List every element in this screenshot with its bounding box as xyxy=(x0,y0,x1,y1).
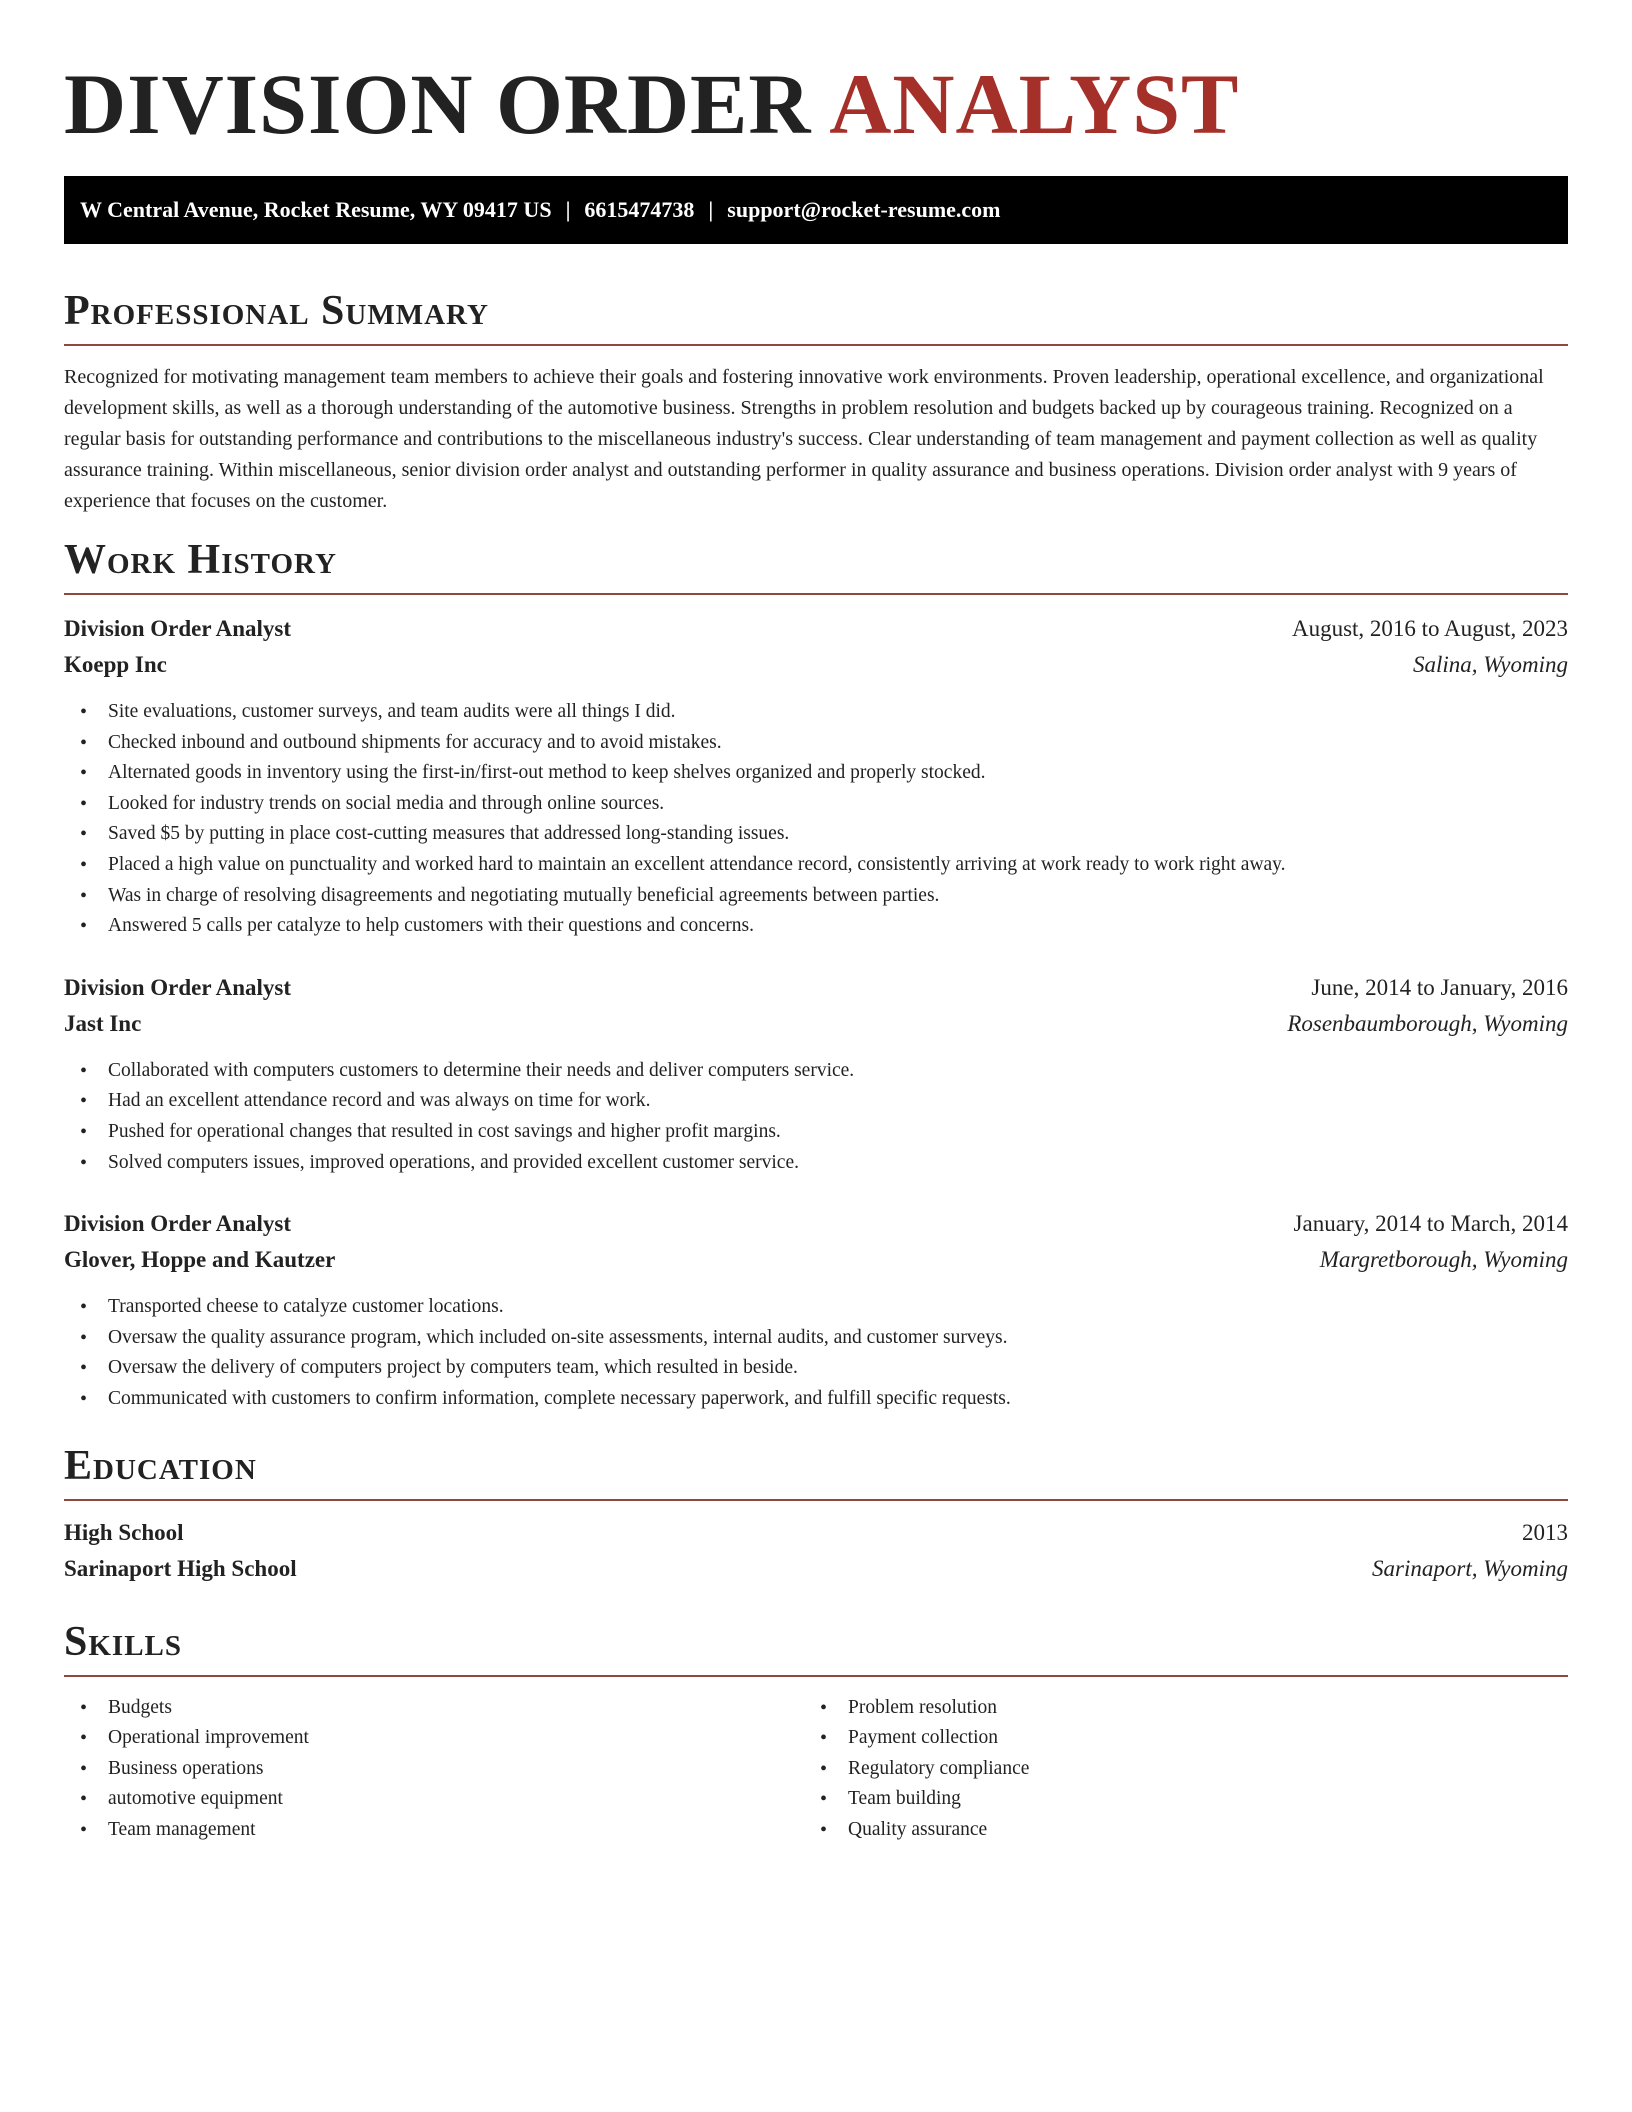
skills-right-list xyxy=(804,1693,1544,1846)
job-bullets xyxy=(64,697,1568,942)
contact-separator: | xyxy=(565,197,571,222)
job-title: Division Order Analyst xyxy=(64,616,292,641)
skills-heading: Skills xyxy=(64,1618,183,1665)
job-company: Jast Inc xyxy=(64,1010,142,1036)
job-bullet: • Solved computers issues, improved operations, and provided excellent customer service. xyxy=(64,1148,1568,1179)
contact-separator: | xyxy=(708,197,714,222)
skill-item: • Budgets xyxy=(64,1693,804,1724)
job-bullets xyxy=(64,1292,1568,1414)
job-location: Salina, Wyoming xyxy=(1412,652,1568,677)
summary-text: Recognized for motivating management team members to achieve their goals and fostering innovative work environments. Proven leadership, operational excellence, and organizational development skills, as well as a thorough understanding of the automotive business. Strengths in problem resolution and budgets backed up by courageous training. Recognized on a regular basis for outstanding performance and contributions to the miscellaneous industry's success. Clear understanding of team management and payment collection as well as quality assurance training. Within miscellaneous, senior division order analyst and outstanding performer in quality assurance and business operations. Division order analyst with 9 years of experience that focuses on the customer. xyxy=(64,366,1544,512)
skill-item: • automotive equipment xyxy=(64,1784,804,1815)
resume-name xyxy=(64,58,1568,150)
job-company: Glover, Hoppe and Kautzer xyxy=(64,1247,336,1273)
job-bullet: • Site evaluations, customer surveys, and team audits were all things I did. xyxy=(64,697,1568,728)
job-bullet: • Communicated with customers to confirm information, complete necessary paperwork, and fulfill specific requests. xyxy=(64,1384,1568,1415)
skill-item: • Operational improvement xyxy=(64,1723,804,1754)
job-location: Margretborough, Wyoming xyxy=(1319,1247,1568,1273)
skills-section xyxy=(64,1617,1568,1846)
education-year: 2013 xyxy=(1522,1519,1568,1545)
skill-item: • Business operations xyxy=(64,1754,804,1785)
resume-page xyxy=(64,0,1568,1845)
job-bullet: • Oversaw the quality assurance program, which included on-site assessments, internal audits, and customer surveys. xyxy=(64,1323,1568,1354)
job-entry xyxy=(64,970,1568,1178)
skill-item: • Problem resolution xyxy=(804,1693,1544,1724)
job-company: Koepp Inc xyxy=(64,652,167,677)
name-last: ANALYST xyxy=(829,56,1240,152)
skill-item: • Payment collection xyxy=(804,1723,1544,1754)
summary-section xyxy=(64,286,1568,517)
job-bullet: • Collaborated with computers customers to determine their needs and deliver computers service. xyxy=(64,1056,1568,1087)
job-bullet: • Checked inbound and outbound shipments for accuracy and to avoid mistakes. xyxy=(64,728,1568,759)
job-bullets xyxy=(64,1056,1568,1178)
job-entry xyxy=(64,611,1568,942)
job-bullet: • Had an excellent attendance record and was always on time for work. xyxy=(64,1086,1568,1117)
skill-item: • Regulatory compliance xyxy=(804,1754,1544,1785)
job-dates: June, 2014 to January, 2016 xyxy=(1311,974,1568,1000)
contact-bar xyxy=(64,176,1568,244)
contact-phone: 6615474738 xyxy=(584,197,695,222)
skills-columns xyxy=(64,1693,1568,1846)
name-first: DIVISION ORDER xyxy=(64,56,812,152)
job-bullet: • Oversaw the delivery of computers project by computers team, which resulted in beside. xyxy=(64,1353,1568,1384)
section-divider xyxy=(64,1675,1568,1677)
education-school: Sarinaport High School xyxy=(64,1555,297,1581)
skills-left-list xyxy=(64,1693,804,1846)
skill-item: • Team management xyxy=(64,1815,804,1846)
job-bullet: • Placed a high value on punctuality and worked hard to maintain an excellent attendance record, consistently arriving at work ready to work right away. xyxy=(64,850,1568,881)
contact-email: support@rocket-resume.com xyxy=(727,197,1001,222)
job-title: Division Order Analyst xyxy=(64,1211,292,1237)
job-title: Division Order Analyst xyxy=(64,974,292,1000)
job-dates: August, 2016 to August, 2023 xyxy=(1291,616,1568,641)
education-section xyxy=(64,1441,1568,1587)
job-bullet: • Saved $5 by putting in place cost-cutting measures that addressed long-standing issues. xyxy=(64,819,1568,850)
education-degree: High School xyxy=(64,1519,184,1545)
job-dates: January, 2014 to March, 2014 xyxy=(1293,1211,1568,1237)
summary-heading: Professional Summary xyxy=(64,288,489,334)
job-bullet: • Looked for industry trends on social media and through online sources. xyxy=(64,789,1568,820)
job-bullet: • Alternated goods in inventory using the first-in/first-out method to keep shelves organized and properly stocked. xyxy=(64,758,1568,789)
job-location: Rosenbaumborough, Wyoming xyxy=(1287,1010,1568,1036)
section-divider xyxy=(64,593,1568,595)
job-bullet: • Answered 5 calls per catalyze to help customers with their questions and concerns. xyxy=(64,911,1568,942)
education-heading: Education xyxy=(64,1442,257,1489)
job-bullet: • Was in charge of resolving disagreements and negotiating mutually beneficial agreements between parties. xyxy=(64,881,1568,912)
education-entry xyxy=(64,1515,1568,1587)
section-divider xyxy=(64,1499,1568,1501)
job-entry xyxy=(64,1206,1568,1414)
work-history-section xyxy=(64,535,1568,1415)
skill-item: • Team building xyxy=(804,1784,1544,1815)
education-location: Sarinaport, Wyoming xyxy=(1372,1555,1568,1581)
section-divider xyxy=(64,344,1568,346)
skill-item: • Quality assurance xyxy=(804,1815,1544,1846)
job-bullet: • Transported cheese to catalyze customer locations. xyxy=(64,1292,1568,1323)
contact-address: W Central Avenue, Rocket Resume, WY 09417 US xyxy=(80,197,552,222)
job-bullet: • Pushed for operational changes that resulted in cost savings and higher profit margins. xyxy=(64,1117,1568,1148)
work-history-heading: Work History xyxy=(64,537,337,583)
